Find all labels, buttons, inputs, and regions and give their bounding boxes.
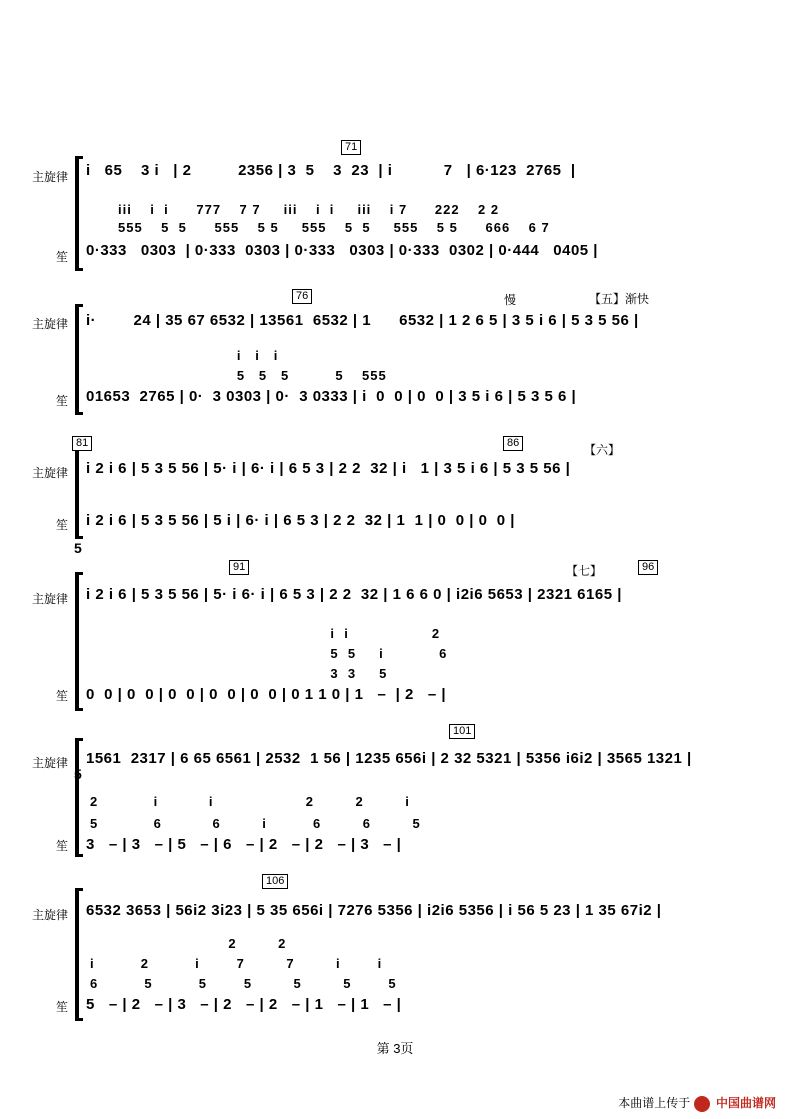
score-system-6 xyxy=(0,870,790,1028)
chord-row-3: 3 3 5 xyxy=(86,666,388,681)
section-mark-5: 【五】渐快 xyxy=(589,292,650,306)
page-number: 第 3页 xyxy=(376,1041,414,1056)
sheng-label: 笙 xyxy=(56,1000,69,1014)
score-system-3 xyxy=(0,432,790,557)
sheng-row: 0 0 | 0 0 | 0 0 | 0 0 | 0 0 | 0 1 1 0 | 1 – | 2 – | xyxy=(86,686,447,703)
system-brace xyxy=(75,740,79,856)
brace-bottom xyxy=(75,708,83,711)
sheng-label: 笙 xyxy=(56,689,69,703)
brace-top xyxy=(75,304,83,307)
side-number: 5 xyxy=(74,540,82,556)
measure-number: 71 xyxy=(341,140,361,155)
brace-top xyxy=(75,888,83,891)
sheng-label: 笙 xyxy=(56,394,69,408)
tempo-mark-slow: 慢 xyxy=(504,293,517,307)
measure-number: 96 xyxy=(638,560,658,575)
melody-row: 6532 3653 | 56i2 3i23 | 5 35 656i | 7276 5356 | i2i6 5356 | i 56 5 23 | 1 35 67i2 | xyxy=(86,902,662,919)
melody-label: 主旋律 xyxy=(32,466,69,480)
sheng-row: 0·333 0303 | 0·333 0303 | 0·333 0303 | 0·333 0302 | 0·444 0405 | xyxy=(86,242,599,259)
brace-top xyxy=(75,156,83,159)
melody-row: i 2 i 6 | 5 3 5 56 | 5· i 6· i | 6 5 3 | 2 2 32 | 1 6 6 0 | i2i6 5653 | 2321 6165 | xyxy=(86,586,622,603)
chord-row-2: i 2 i 7 7 i i xyxy=(90,956,383,971)
sheng-label: 笙 xyxy=(56,518,69,532)
chord-row-1: iii i i 777 7 7 iii i i iii i 7 222 2 2 xyxy=(118,202,500,217)
melody-row: i 2 i 6 | 5 3 5 56 | 5· i | 6· i | 6 5 3 | 2 2 32 | i 1 | 3 5 i 6 | 5 3 5 56 | xyxy=(86,460,571,477)
brace-bottom xyxy=(75,536,83,539)
brace-top xyxy=(75,738,83,741)
chord-row-1: i i 2 xyxy=(86,626,441,641)
site-logo-icon xyxy=(694,1096,710,1112)
melody-label: 主旋律 xyxy=(32,317,69,331)
system-brace xyxy=(75,306,79,414)
score-system-1 xyxy=(0,140,790,275)
system-brace xyxy=(75,574,79,710)
chord-row-2: 5 5 5 5 555 xyxy=(140,368,387,383)
chord-row-1: 2 i i 2 2 i xyxy=(90,794,410,809)
sheng-label: 笙 xyxy=(56,250,69,264)
chord-row-1: 2 2 xyxy=(90,936,287,951)
melody-row: i 65 3 i | 2 2356 | 3 5 3 23 | i 7 | 6·123 2765 | xyxy=(86,162,576,179)
melody-row: i· 24 | 35 67 6532 | 13561 6532 | 1 6532 | 1 2 6 5 | 3 5 i 6 | 5 3 5 56 | xyxy=(86,312,639,329)
chord-row-3: 6 5 5 5 5 5 5 xyxy=(90,976,397,991)
score-system-5 xyxy=(0,722,790,862)
brace-top xyxy=(75,572,83,575)
chord-row-1: i i i xyxy=(140,348,279,363)
section-mark-6: 【六】 xyxy=(584,443,621,457)
brace-bottom xyxy=(75,268,83,271)
chord-row-2: 555 5 5 555 5 5 555 5 5 555 5 5 666 6 7 xyxy=(118,220,550,235)
melody-label: 主旋律 xyxy=(32,756,69,770)
upload-credit xyxy=(618,1094,776,1112)
system-brace xyxy=(75,890,79,1020)
measure-number: 76 xyxy=(292,289,312,304)
brace-bottom xyxy=(75,854,83,857)
brace-bottom xyxy=(75,1018,83,1021)
system-brace xyxy=(75,158,79,270)
chord-row-2: 5 5 i 6 xyxy=(86,646,448,661)
melody-label: 主旋律 xyxy=(32,170,69,184)
measure-number: 101 xyxy=(449,724,475,739)
section-mark-7: 【七】 xyxy=(566,564,603,578)
sheng-row: 5 – | 2 – | 3 – | 2 – | 2 – | 1 – | 1 – | xyxy=(86,996,402,1013)
measure-number: 106 xyxy=(262,874,288,889)
score-system-4 xyxy=(0,560,790,715)
measure-number: 86 xyxy=(503,436,523,451)
system-brace xyxy=(75,448,79,538)
sheng-row: 3 – | 3 – | 5 – | 6 – | 2 – | 2 – | 3 – | xyxy=(86,836,402,853)
melody-label: 主旋律 xyxy=(32,908,69,922)
sheng-label: 笙 xyxy=(56,839,69,853)
site-brand[interactable]: 中国曲谱网 xyxy=(715,1096,776,1110)
side-number: 5 xyxy=(74,766,82,782)
melody-label: 主旋律 xyxy=(32,592,69,606)
chord-row-2: 5 6 6 i 6 6 5 xyxy=(90,816,421,831)
score-system-2 xyxy=(0,288,790,418)
credit-text: 本曲谱上传于 xyxy=(618,1096,691,1110)
melody-row: 1561 2317 | 6 65 6561 | 2532 1 56 | 1235 656i | 2 32 5321 | 5356 i6i2 | 3565 1321 | xyxy=(86,750,692,767)
measure-number: 91 xyxy=(229,560,249,575)
sheng-row: 01653 2765 | 0· 3 0303 | 0· 3 0333 | i 0 0 | 0 0 | 3 5 i 6 | 5 3 5 6 | xyxy=(86,388,577,405)
measure-number: 81 xyxy=(72,436,92,451)
sheng-row: i 2 i 6 | 5 3 5 56 | 5 i | 6· i | 6 5 3 | 2 2 32 | 1 1 | 0 0 | 0 0 | xyxy=(86,512,515,529)
brace-bottom xyxy=(75,412,83,415)
